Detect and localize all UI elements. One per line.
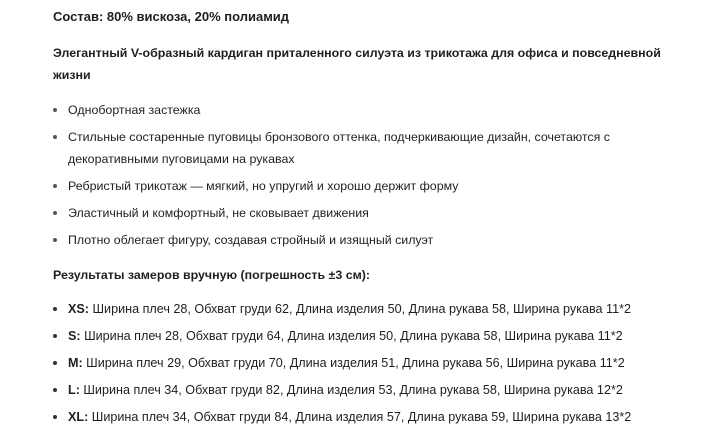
bullet-icon: [53, 108, 57, 112]
bullet-icon: [53, 211, 57, 215]
bullet-icon: [53, 388, 57, 392]
size-label: L:: [68, 383, 80, 397]
feature-text: Плотно облегает фигуру, создавая стройный и изящный силуэт: [68, 233, 434, 247]
measurements-title: Результаты замеров вручную (погрешность ±3 см):: [53, 268, 371, 282]
size-measurements: Ширина плеч 29, Обхват груди 70, Длина изделия 51, Длина рукава 56, Ширина рукава 11*2: [82, 356, 625, 370]
feature-item: [53, 175, 668, 197]
size-measurements: Ширина плеч 28, Обхват груди 64, Длина изделия 50, Длина рукава 58, Ширина рукава 11*2: [80, 329, 623, 343]
size-measurements-list: [53, 299, 631, 434]
bullet-icon: [53, 415, 57, 419]
composition-text: Состав: 80% вискоза, 20% полиамид: [53, 9, 290, 24]
size-label: XS:: [68, 302, 89, 316]
bullet-icon: [53, 184, 57, 188]
feature-text: Эластичный и комфортный, не сковывает движения: [68, 206, 369, 220]
feature-text: Ребристый трикотаж — мягкий, но упругий и хорошо держит форму: [68, 179, 459, 193]
size-row-m: [53, 353, 631, 373]
feature-text: Стильные состаренные пуговицы бронзового оттенка, подчеркивающие дизайн, сочетаются с декоративными пуговицами на рукавах: [68, 130, 610, 166]
size-row-xs: [53, 299, 631, 319]
bullet-icon: [53, 307, 57, 311]
size-label: XL:: [68, 410, 89, 424]
bullet-icon: [53, 135, 57, 139]
feature-item: [53, 229, 668, 251]
size-measurements: Ширина плеч 34, Обхват груди 84, Длина изделия 57, Длина рукава 59, Ширина рукава 13*2: [88, 410, 632, 424]
bullet-icon: [53, 334, 57, 338]
feature-item: [53, 126, 668, 170]
bullet-icon: [53, 361, 57, 365]
feature-list: [53, 99, 668, 256]
product-headline: Элегантный V-образный кардиган приталенного силуэта из трикотажа для офиса и повседневной жизни: [53, 46, 661, 82]
size-label: S:: [68, 329, 81, 343]
size-label: M:: [68, 356, 83, 370]
feature-item: [53, 99, 668, 121]
bullet-icon: [53, 238, 57, 242]
size-measurements: Ширина плеч 34, Обхват груди 82, Длина изделия 53, Длина рукава 58, Ширина рукава 12*2: [79, 383, 623, 397]
size-row-xl: [53, 407, 631, 427]
feature-item: [53, 202, 668, 224]
size-measurements: Ширина плеч 28, Обхват груди 62, Длина изделия 50, Длина рукава 58, Ширина рукава 11*2: [89, 302, 632, 316]
feature-text: Однобортная застежка: [68, 103, 201, 117]
size-row-l: [53, 380, 631, 400]
size-row-s: [53, 326, 631, 346]
